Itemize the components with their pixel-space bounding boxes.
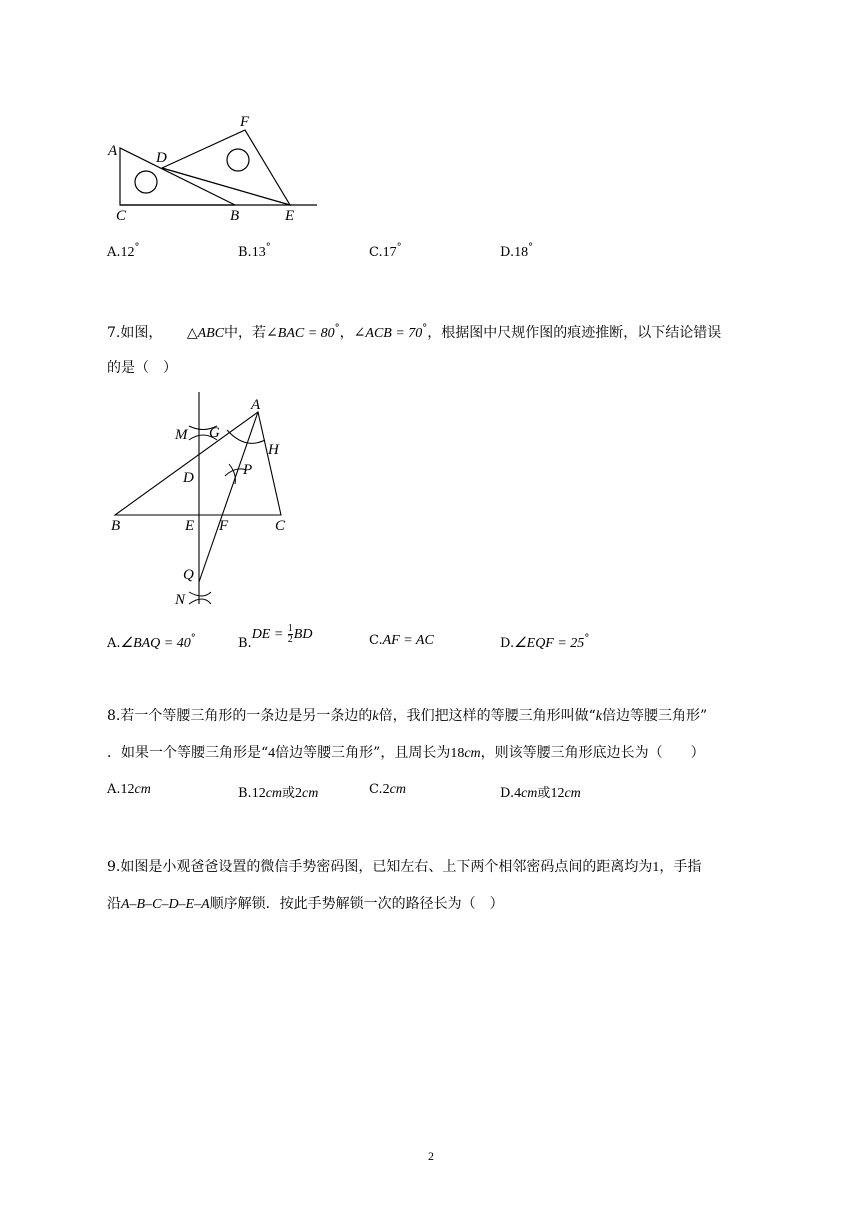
q6-label-d: D <box>156 150 167 166</box>
q9-line1-a: 9.如图是小观爸爸设置的微信手势密码图，已知左右、上下两个相邻密码点间的距离均为 <box>107 859 653 875</box>
q6-option-b[interactable] <box>238 242 271 261</box>
q8-stem-line2 <box>107 742 705 762</box>
q7-label-c: C <box>275 518 286 534</box>
q6-label-f: F <box>240 114 250 130</box>
q8-option-a-n1: 12 <box>120 782 135 797</box>
q8-line2-c: ，则该等腰三角形底边长为（ ） <box>480 745 705 761</box>
q6-option-d-unit: ° <box>528 242 534 253</box>
q8-option-a[interactable] <box>107 782 151 798</box>
q7-deg1: ° <box>334 323 340 334</box>
q8-line2-b: 倍边等腰三角形”，且周长为 <box>275 745 451 761</box>
q8-perimeter: 18 <box>450 746 465 761</box>
q8-four: 4 <box>268 746 276 761</box>
q6-option-a-letter: A. <box>107 245 121 260</box>
q8-option-d-n1: 4 <box>514 786 522 801</box>
q6-option-b-value: 13 <box>251 245 266 260</box>
q9-path: A–B–C–D–E–A <box>121 897 210 912</box>
q7-option-c-letter: C. <box>369 633 383 648</box>
q8-option-b-or: 或 <box>282 786 296 801</box>
q7-sep: ， <box>339 325 354 341</box>
q7-label-b: B <box>111 518 121 534</box>
q9-line1-b: ，手指 <box>659 859 702 875</box>
q6-option-c-unit: ° <box>396 242 402 253</box>
q7-arc-n2 <box>189 599 211 604</box>
q8-line1-c: 倍边等腰三角形” <box>601 708 708 724</box>
q7-option-c-expr: AF = AC <box>382 633 434 648</box>
q6-hole-1 <box>135 171 157 193</box>
q6-option-a-value: 12 <box>120 245 135 260</box>
q7-stem-line2: 的是（ ） <box>107 360 177 376</box>
q7-label-g: G <box>209 425 220 441</box>
q8-option-c-u1: cm <box>389 782 406 797</box>
q6-label-c: C <box>116 208 127 224</box>
q7-figure <box>105 392 305 610</box>
q8-line2-a: ．如果一个等腰三角形是“ <box>107 745 269 761</box>
q7-option-a-letter: A. <box>107 636 121 651</box>
q8-line1-b: 倍，我们把这样的等腰三角形叫做“ <box>378 708 596 724</box>
q7-option-b[interactable] <box>238 623 313 651</box>
q7-option-b-letter: B. <box>238 636 252 651</box>
q6-option-c-letter: C. <box>369 245 383 260</box>
q7-label-e: E <box>185 518 195 534</box>
q7-label-f: F <box>219 518 229 534</box>
q9-stem-line2 <box>107 893 504 913</box>
q9-stem-line1 <box>107 856 701 876</box>
q8-line1-a: 8.若一个等腰三角形的一条边是另一条边的 <box>107 708 373 724</box>
q6-option-b-unit: ° <box>265 242 271 253</box>
q7-label-a: A <box>251 397 261 413</box>
q8-option-b[interactable] <box>238 782 318 802</box>
q6-option-c-value: 17 <box>382 245 397 260</box>
q7-option-b-rhs: BD <box>293 627 313 642</box>
q8-option-a-letter: A. <box>107 782 121 797</box>
q9-one: 1 <box>652 860 660 875</box>
q8-option-d-or: 或 <box>537 786 551 801</box>
q9-line2-b: 顺序解锁．按此手势解锁一次的路径长为（ ） <box>209 896 504 912</box>
q8-option-d-letter: D. <box>500 786 515 801</box>
q6-label-a: A <box>108 143 118 159</box>
q7-label-m: M <box>175 427 188 443</box>
q7-option-b-num: 1 <box>287 623 293 634</box>
q8-option-b-letter: B. <box>238 786 252 801</box>
q6-label-e: E <box>285 208 295 224</box>
q8-option-b-u1: cm <box>265 786 283 801</box>
q7-line-aq <box>199 412 258 582</box>
q7-label-h: H <box>268 442 279 458</box>
q8-k1: k <box>372 709 379 724</box>
q7-option-d-expr: ∠EQF = 25 <box>514 636 585 651</box>
q8-cm: cm <box>464 746 481 761</box>
q8-option-a-u1: cm <box>134 782 151 797</box>
q7-mid1: 中，若 <box>224 325 267 341</box>
q6-triangle-dfe <box>162 130 290 205</box>
q7-option-b-den: 2 <box>287 634 293 645</box>
q7-label-n: N <box>175 592 186 608</box>
q7-label-q: Q <box>183 567 194 583</box>
q8-option-c-n1: 2 <box>382 782 390 797</box>
q7-arc-n1 <box>189 592 211 596</box>
q7-arc-gh <box>227 430 265 443</box>
q6-option-c[interactable] <box>369 242 402 261</box>
q7-prefix: 7.如图， <box>107 325 163 341</box>
q7-option-d-letter: D. <box>500 636 515 651</box>
q7-option-d-deg: ° <box>584 633 590 644</box>
q7-tail1: ，根据图中尺规作图的痕迹推断，以下结论错误 <box>427 325 722 341</box>
q8-k2: k <box>595 709 602 724</box>
q6-option-a-unit: ° <box>134 242 140 253</box>
q8-option-d-u2: cm <box>564 786 581 801</box>
q8-option-d-u1: cm <box>521 786 538 801</box>
q6-option-b-letter: B. <box>238 245 252 260</box>
q6-option-d-letter: D. <box>500 245 515 260</box>
q7-option-b-fraction <box>288 624 293 645</box>
q7-deg2: ° <box>422 323 428 334</box>
q8-option-c-letter: C. <box>369 782 383 797</box>
q7-triangle-abc <box>115 412 281 515</box>
q7-option-a[interactable] <box>107 633 196 652</box>
q8-option-b-u2: cm <box>302 786 319 801</box>
q6-option-d-value: 18 <box>514 245 529 260</box>
q6-triangle-acb <box>120 148 235 205</box>
q7-option-a-deg: ° <box>190 633 196 644</box>
q7-option-a-expr: ∠BAQ = 40 <box>120 636 191 651</box>
q7-cond2: ∠ACB = 70 <box>353 326 423 341</box>
q6-option-a[interactable] <box>107 242 140 261</box>
q8-option-b-n2: 2 <box>295 786 303 801</box>
q9-line2-a: 沿 <box>107 896 121 912</box>
q8-option-c[interactable] <box>369 782 406 798</box>
q7-stem-line1 <box>107 322 721 342</box>
q7-option-d[interactable] <box>500 633 589 652</box>
page-number: 2 <box>428 1149 434 1163</box>
q6-option-d[interactable] <box>500 242 533 261</box>
q7-option-b-lhs: DE = <box>251 627 287 642</box>
q6-figure <box>100 108 325 226</box>
q7-label-d: D <box>183 470 194 486</box>
q7-cond1: ∠BAC = 80 <box>266 326 335 341</box>
q7-option-c[interactable] <box>369 633 434 649</box>
q7-abc: ABC <box>197 326 225 341</box>
q6-hole-2 <box>227 149 249 171</box>
q6-label-b: B <box>230 208 240 224</box>
q7-label-p: P <box>243 462 253 478</box>
q8-stem-line1 <box>107 705 707 725</box>
q8-option-d-n2: 12 <box>550 786 565 801</box>
q8-option-d[interactable] <box>500 782 581 802</box>
q7-triangle-symbol: △ <box>186 325 198 341</box>
q8-option-b-n1: 12 <box>251 786 266 801</box>
